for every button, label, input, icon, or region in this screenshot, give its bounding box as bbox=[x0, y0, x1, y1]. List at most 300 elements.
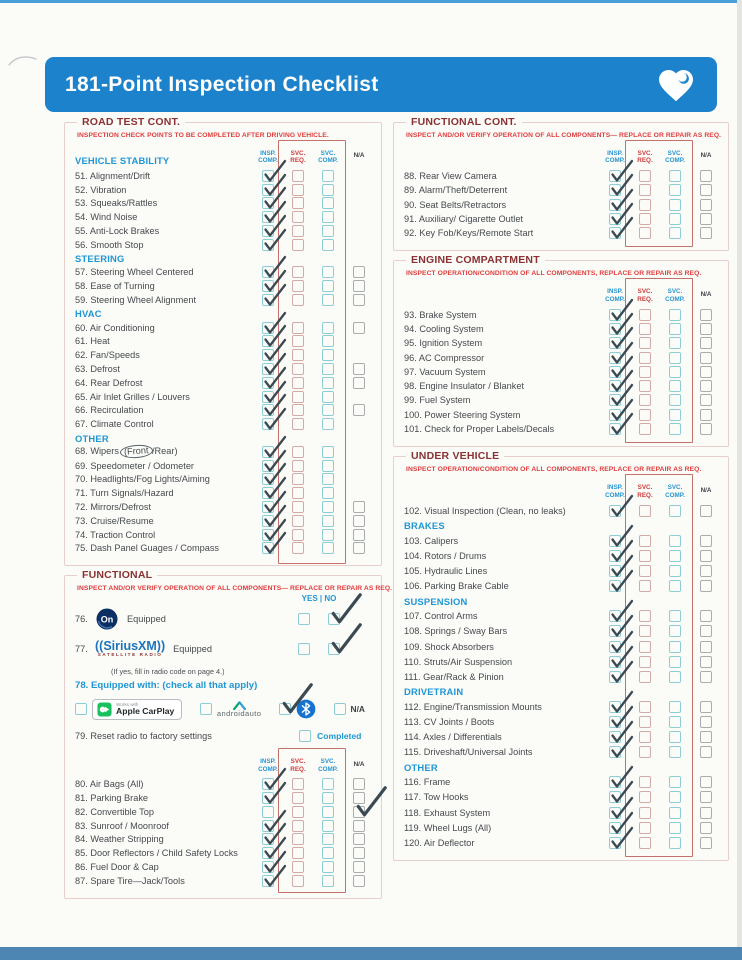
section-instruction: INSPECT AND/OR VERIFY OPERATION OF ALL COMPONENTS— REPLACE OR REPAIR AS REQ. bbox=[77, 585, 393, 593]
item-91-insp-comp-checkbox[interactable] bbox=[609, 213, 621, 225]
item-109-insp-comp-checkbox[interactable] bbox=[609, 641, 621, 653]
item-58-svc-req-checkbox[interactable] bbox=[292, 280, 304, 292]
subsection-other: OTHER bbox=[404, 761, 438, 773]
item-59-svc-comp-checkbox[interactable] bbox=[322, 294, 334, 306]
item-66-svc-comp-checkbox[interactable] bbox=[322, 404, 334, 416]
item-73-insp-comp-checkbox[interactable] bbox=[262, 515, 274, 527]
item-120-insp-comp-checkbox[interactable] bbox=[609, 837, 621, 849]
item-116-na-checkbox[interactable] bbox=[700, 776, 712, 788]
item-70-insp-comp-checkbox[interactable] bbox=[262, 473, 274, 485]
item-113-na-checkbox[interactable] bbox=[700, 716, 712, 728]
item-101-svc-comp-checkbox[interactable] bbox=[669, 423, 681, 435]
item-93-svc-comp-checkbox[interactable] bbox=[669, 309, 681, 321]
item-57-svc-req-checkbox[interactable] bbox=[292, 266, 304, 278]
item-87-svc-req-checkbox[interactable] bbox=[292, 875, 304, 887]
item-84-insp-comp-checkbox[interactable] bbox=[262, 833, 274, 845]
item-86-svc-req-checkbox[interactable] bbox=[292, 861, 304, 873]
item-104-svc-req-checkbox[interactable] bbox=[639, 550, 651, 562]
item-110-insp-comp-checkbox[interactable] bbox=[609, 656, 621, 668]
item-90-svc-req-checkbox[interactable] bbox=[639, 199, 651, 211]
item-107-svc-req-checkbox[interactable] bbox=[639, 610, 651, 622]
item-70-svc-req-checkbox[interactable] bbox=[292, 473, 304, 485]
item-105-label: 105. Hydraulic Lines bbox=[404, 566, 488, 577]
section-title: FUNCTIONAL bbox=[77, 569, 157, 581]
item-72-svc-comp-checkbox[interactable] bbox=[322, 501, 334, 513]
item-51-svc-comp-checkbox[interactable] bbox=[322, 170, 334, 182]
item-106-na-checkbox[interactable] bbox=[700, 580, 712, 592]
column-headers-row bbox=[404, 141, 722, 166]
item-71-svc-comp-checkbox[interactable] bbox=[322, 487, 334, 499]
item-60-na-checkbox[interactable] bbox=[353, 322, 365, 334]
item-85-insp-comp-checkbox[interactable] bbox=[262, 847, 274, 859]
item-53-svc-req-checkbox[interactable] bbox=[292, 197, 304, 209]
item-82-insp-comp-checkbox[interactable] bbox=[262, 806, 274, 818]
item-117-svc-comp-checkbox[interactable] bbox=[669, 791, 681, 803]
item-90-na-checkbox[interactable] bbox=[700, 199, 712, 211]
item-91-svc-req-checkbox[interactable] bbox=[639, 213, 651, 225]
item-94-insp-comp-checkbox[interactable] bbox=[609, 323, 621, 335]
item-97-svc-comp-checkbox[interactable] bbox=[669, 366, 681, 378]
item-80-svc-req-checkbox[interactable] bbox=[292, 778, 304, 790]
item-64-label: 64. Rear Defrost bbox=[75, 377, 143, 388]
item-118-svc-req-checkbox[interactable] bbox=[639, 807, 651, 819]
item-88-na-checkbox[interactable] bbox=[700, 170, 712, 182]
item-75-na-checkbox[interactable] bbox=[353, 542, 365, 554]
item-113-insp-comp-checkbox[interactable] bbox=[609, 716, 621, 728]
checklist-row-69 bbox=[75, 459, 375, 473]
item-73-svc-comp-checkbox[interactable] bbox=[322, 515, 334, 527]
item-91-na-checkbox[interactable] bbox=[700, 213, 712, 225]
item-95-insp-comp-checkbox[interactable] bbox=[609, 337, 621, 349]
item-84-svc-comp-checkbox[interactable] bbox=[322, 833, 334, 845]
item-97-svc-req-checkbox[interactable] bbox=[639, 366, 651, 378]
item-74-na-checkbox[interactable] bbox=[353, 529, 365, 541]
item-120-svc-comp-checkbox[interactable] bbox=[669, 837, 681, 849]
item-108-svc-req-checkbox[interactable] bbox=[639, 625, 651, 637]
item-68-svc-req-checkbox[interactable] bbox=[292, 446, 304, 458]
item-53-svc-comp-checkbox[interactable] bbox=[322, 197, 334, 209]
item-96-svc-comp-checkbox[interactable] bbox=[669, 352, 681, 364]
item-103-svc-comp-checkbox[interactable] bbox=[669, 535, 681, 547]
item-95-svc-req-checkbox[interactable] bbox=[639, 337, 651, 349]
subsection-row-suspension bbox=[404, 594, 722, 609]
item-87-na-checkbox[interactable] bbox=[353, 875, 365, 887]
item-52-svc-comp-checkbox[interactable] bbox=[322, 184, 334, 196]
checklist-row-83 bbox=[75, 819, 375, 833]
item-64-svc-comp-checkbox[interactable] bbox=[322, 377, 334, 389]
item-97-insp-comp-checkbox[interactable] bbox=[609, 366, 621, 378]
item-112-label: 112. Engine/Transmission Mounts bbox=[404, 701, 542, 712]
item-107-insp-comp-checkbox[interactable] bbox=[609, 610, 621, 622]
item-97-na-checkbox[interactable] bbox=[700, 366, 712, 378]
item-76-no-checkbox[interactable] bbox=[328, 613, 340, 625]
item-114-na-checkbox[interactable] bbox=[700, 731, 712, 743]
item-110-na-checkbox[interactable] bbox=[700, 656, 712, 668]
item-104-svc-comp-checkbox[interactable] bbox=[669, 550, 681, 562]
item-114-svc-req-checkbox[interactable] bbox=[639, 731, 651, 743]
item-72-svc-req-checkbox[interactable] bbox=[292, 501, 304, 513]
item-56-svc-req-checkbox[interactable] bbox=[292, 239, 304, 251]
item-114-svc-comp-checkbox[interactable] bbox=[669, 731, 681, 743]
right-column bbox=[393, 116, 729, 870]
item-98-svc-comp-checkbox[interactable] bbox=[669, 380, 681, 392]
item-57-svc-comp-checkbox[interactable] bbox=[322, 266, 334, 278]
item-74-svc-req-checkbox[interactable] bbox=[292, 529, 304, 541]
item-96-insp-comp-checkbox[interactable] bbox=[609, 352, 621, 364]
item-86-insp-comp-checkbox[interactable] bbox=[262, 861, 274, 873]
item-76-number: 76. bbox=[75, 613, 88, 624]
item-120-svc-req-checkbox[interactable] bbox=[639, 837, 651, 849]
item-120-label: 120. Air Deflector bbox=[404, 837, 475, 848]
item-108-svc-comp-checkbox[interactable] bbox=[669, 625, 681, 637]
item-81-svc-comp-checkbox[interactable] bbox=[322, 792, 334, 804]
column-header-svc-req: SVC. REQ. bbox=[290, 758, 306, 773]
item-82-svc-req-checkbox[interactable] bbox=[292, 806, 304, 818]
item-85-svc-comp-checkbox[interactable] bbox=[322, 847, 334, 859]
item-72-insp-comp-checkbox[interactable] bbox=[262, 501, 274, 513]
item-69-insp-comp-checkbox[interactable] bbox=[262, 460, 274, 472]
item-90-svc-comp-checkbox[interactable] bbox=[669, 199, 681, 211]
item-67-svc-comp-checkbox[interactable] bbox=[322, 418, 334, 430]
item-69-svc-comp-checkbox[interactable] bbox=[322, 460, 334, 472]
item-52-insp-comp-checkbox[interactable] bbox=[262, 184, 274, 196]
item-57-na-checkbox[interactable] bbox=[353, 266, 365, 278]
item-107-svc-comp-checkbox[interactable] bbox=[669, 610, 681, 622]
item-94-na-checkbox[interactable] bbox=[700, 323, 712, 335]
bluetooth-checkbox[interactable] bbox=[279, 703, 291, 715]
item-56-insp-comp-checkbox[interactable] bbox=[262, 239, 274, 251]
item-117-na-checkbox[interactable] bbox=[700, 791, 712, 803]
item-92-svc-comp-checkbox[interactable] bbox=[669, 227, 681, 239]
item-94-svc-comp-checkbox[interactable] bbox=[669, 323, 681, 335]
item-106-svc-comp-checkbox[interactable] bbox=[669, 580, 681, 592]
item-69-svc-req-checkbox[interactable] bbox=[292, 460, 304, 472]
item-115-svc-comp-checkbox[interactable] bbox=[669, 746, 681, 758]
item-92-na-checkbox[interactable] bbox=[700, 227, 712, 239]
item-93-label: 93. Brake System bbox=[404, 309, 477, 320]
item-104-na-checkbox[interactable] bbox=[700, 550, 712, 562]
item-100-svc-comp-checkbox[interactable] bbox=[669, 409, 681, 421]
item-82-label: 82. Convertible Top bbox=[75, 806, 154, 817]
checklist-row-112 bbox=[404, 699, 722, 714]
item-105-svc-req-checkbox[interactable] bbox=[639, 565, 651, 577]
item-70-svc-comp-checkbox[interactable] bbox=[322, 473, 334, 485]
item-68-insp-comp-checkbox[interactable] bbox=[262, 446, 274, 458]
item-85-svc-req-checkbox[interactable] bbox=[292, 847, 304, 859]
item-54-label: 54. Wind Noise bbox=[75, 212, 138, 223]
item-99-na-checkbox[interactable] bbox=[700, 394, 712, 406]
item-109-svc-comp-checkbox[interactable] bbox=[669, 641, 681, 653]
item-65-svc-comp-checkbox[interactable] bbox=[322, 391, 334, 403]
item-74-insp-comp-checkbox[interactable] bbox=[262, 529, 274, 541]
item-88-insp-comp-checkbox[interactable] bbox=[609, 170, 621, 182]
item-120-na-checkbox[interactable] bbox=[700, 837, 712, 849]
item-52-svc-req-checkbox[interactable] bbox=[292, 184, 304, 196]
item-60-insp-comp-checkbox[interactable] bbox=[262, 322, 274, 334]
na-checkbox[interactable] bbox=[334, 703, 346, 715]
item-80-svc-comp-checkbox[interactable] bbox=[322, 778, 334, 790]
item-107-na-checkbox[interactable] bbox=[700, 610, 712, 622]
column-header-insp-comp: INSP. COMP. bbox=[605, 484, 625, 499]
item-91-svc-comp-checkbox[interactable] bbox=[669, 213, 681, 225]
item-100-na-checkbox[interactable] bbox=[700, 409, 712, 421]
item-63-insp-comp-checkbox[interactable] bbox=[262, 363, 274, 375]
item-80-insp-comp-checkbox[interactable] bbox=[262, 778, 274, 790]
item-103-na-checkbox[interactable] bbox=[700, 535, 712, 547]
item-55-svc-req-checkbox[interactable] bbox=[292, 225, 304, 237]
item-101-svc-req-checkbox[interactable] bbox=[639, 423, 651, 435]
item-93-insp-comp-checkbox[interactable] bbox=[609, 309, 621, 321]
item-118-na-checkbox[interactable] bbox=[700, 807, 712, 819]
item-71-svc-req-checkbox[interactable] bbox=[292, 487, 304, 499]
checklist-row-65 bbox=[75, 390, 375, 404]
item-55-svc-comp-checkbox[interactable] bbox=[322, 225, 334, 237]
item-62-label: 62. Fan/Speeds bbox=[75, 350, 140, 361]
item-110-svc-req-checkbox[interactable] bbox=[639, 656, 651, 668]
item-83-insp-comp-checkbox[interactable] bbox=[262, 820, 274, 832]
item-75-svc-comp-checkbox[interactable] bbox=[322, 542, 334, 554]
item-113-svc-req-checkbox[interactable] bbox=[639, 716, 651, 728]
item-112-na-checkbox[interactable] bbox=[700, 701, 712, 713]
item-61-svc-comp-checkbox[interactable] bbox=[322, 335, 334, 347]
item-92-insp-comp-checkbox[interactable] bbox=[609, 227, 621, 239]
item-54-insp-comp-checkbox[interactable] bbox=[262, 211, 274, 223]
column-headers-row bbox=[75, 141, 375, 166]
item-103-svc-req-checkbox[interactable] bbox=[639, 535, 651, 547]
item-62-svc-comp-checkbox[interactable] bbox=[322, 349, 334, 361]
item-104-label: 104. Rotors / Drums bbox=[404, 550, 487, 561]
checklist-row-119 bbox=[404, 820, 722, 835]
item-109-svc-req-checkbox[interactable] bbox=[639, 641, 651, 653]
item-118-svc-comp-checkbox[interactable] bbox=[669, 807, 681, 819]
item-99-insp-comp-checkbox[interactable] bbox=[609, 394, 621, 406]
item-99-svc-req-checkbox[interactable] bbox=[639, 394, 651, 406]
item-113-svc-comp-checkbox[interactable] bbox=[669, 716, 681, 728]
item-65-svc-req-checkbox[interactable] bbox=[292, 391, 304, 403]
item-82-na-checkbox[interactable] bbox=[353, 806, 365, 818]
item-88-svc-comp-checkbox[interactable] bbox=[669, 170, 681, 182]
item-67-svc-req-checkbox[interactable] bbox=[292, 418, 304, 430]
item-63-svc-req-checkbox[interactable] bbox=[292, 363, 304, 375]
item-116-svc-req-checkbox[interactable] bbox=[639, 776, 651, 788]
item-92-svc-req-checkbox[interactable] bbox=[639, 227, 651, 239]
item-106-insp-comp-checkbox[interactable] bbox=[609, 580, 621, 592]
item-119-svc-comp-checkbox[interactable] bbox=[669, 822, 681, 834]
item-51-svc-req-checkbox[interactable] bbox=[292, 170, 304, 182]
item-98-svc-req-checkbox[interactable] bbox=[639, 380, 651, 392]
item-110-svc-comp-checkbox[interactable] bbox=[669, 656, 681, 668]
item-65-insp-comp-checkbox[interactable] bbox=[262, 391, 274, 403]
apple-carplay-checkbox[interactable] bbox=[75, 703, 87, 715]
item-80-na-checkbox[interactable] bbox=[353, 778, 365, 790]
item-105-na-checkbox[interactable] bbox=[700, 565, 712, 577]
item-58-svc-comp-checkbox[interactable] bbox=[322, 280, 334, 292]
section-title: ROAD TEST CONT. bbox=[77, 116, 185, 128]
item-87-insp-comp-checkbox[interactable] bbox=[262, 875, 274, 887]
item-100-svc-req-checkbox[interactable] bbox=[639, 409, 651, 421]
item-79-completed-checkbox[interactable] bbox=[299, 730, 311, 742]
checklist-row-93 bbox=[404, 307, 722, 321]
item-61-svc-req-checkbox[interactable] bbox=[292, 335, 304, 347]
item-66-insp-comp-checkbox[interactable] bbox=[262, 404, 274, 416]
item-58-na-checkbox[interactable] bbox=[353, 280, 365, 292]
item-58-insp-comp-checkbox[interactable] bbox=[262, 280, 274, 292]
item-119-svc-req-checkbox[interactable] bbox=[639, 822, 651, 834]
item-81-na-checkbox[interactable] bbox=[353, 792, 365, 804]
item-101-na-checkbox[interactable] bbox=[700, 423, 712, 435]
item-55-insp-comp-checkbox[interactable] bbox=[262, 225, 274, 237]
section-functional-cont bbox=[393, 116, 729, 251]
item-84-svc-req-checkbox[interactable] bbox=[292, 833, 304, 845]
item-76-yes-checkbox[interactable] bbox=[298, 613, 310, 625]
checklist-row-107 bbox=[404, 609, 722, 624]
item-89-insp-comp-checkbox[interactable] bbox=[609, 184, 621, 196]
item-116-insp-comp-checkbox[interactable] bbox=[609, 776, 621, 788]
item-87-svc-comp-checkbox[interactable] bbox=[322, 875, 334, 887]
item-89-svc-req-checkbox[interactable] bbox=[639, 184, 651, 196]
item-112-svc-req-checkbox[interactable] bbox=[639, 701, 651, 713]
item-102-svc-req-checkbox[interactable] bbox=[639, 505, 651, 517]
item-59-svc-req-checkbox[interactable] bbox=[292, 294, 304, 306]
completed-label: Completed bbox=[317, 731, 362, 742]
item-116-svc-comp-checkbox[interactable] bbox=[669, 776, 681, 788]
item-51-insp-comp-checkbox[interactable] bbox=[262, 170, 274, 182]
android-auto-logo: androidauto bbox=[217, 701, 262, 718]
item-54-svc-comp-checkbox[interactable] bbox=[322, 211, 334, 223]
item-86-na-checkbox[interactable] bbox=[353, 861, 365, 873]
item-108-na-checkbox[interactable] bbox=[700, 625, 712, 637]
item-60-svc-req-checkbox[interactable] bbox=[292, 322, 304, 334]
item-63-svc-comp-checkbox[interactable] bbox=[322, 363, 334, 375]
item-85-na-checkbox[interactable] bbox=[353, 847, 365, 859]
item-112-svc-comp-checkbox[interactable] bbox=[669, 701, 681, 713]
item-66-svc-req-checkbox[interactable] bbox=[292, 404, 304, 416]
item-115-na-checkbox[interactable] bbox=[700, 746, 712, 758]
item-112-insp-comp-checkbox[interactable] bbox=[609, 701, 621, 713]
item-63-na-checkbox[interactable] bbox=[353, 363, 365, 375]
item-106-svc-req-checkbox[interactable] bbox=[639, 580, 651, 592]
item-119-na-checkbox[interactable] bbox=[700, 822, 712, 834]
item-102-insp-comp-checkbox[interactable] bbox=[609, 505, 621, 517]
item-89-svc-comp-checkbox[interactable] bbox=[669, 184, 681, 196]
item-86-svc-comp-checkbox[interactable] bbox=[322, 861, 334, 873]
item-75-insp-comp-checkbox[interactable] bbox=[262, 542, 274, 554]
item-67-insp-comp-checkbox[interactable] bbox=[262, 418, 274, 430]
item-56-svc-comp-checkbox[interactable] bbox=[322, 239, 334, 251]
item-68-svc-comp-checkbox[interactable] bbox=[322, 446, 334, 458]
road-test-table bbox=[75, 141, 375, 555]
item-81-insp-comp-checkbox[interactable] bbox=[262, 792, 274, 804]
item-114-insp-comp-checkbox[interactable] bbox=[609, 731, 621, 743]
item-95-svc-comp-checkbox[interactable] bbox=[669, 337, 681, 349]
item-61-insp-comp-checkbox[interactable] bbox=[262, 335, 274, 347]
heart-logo bbox=[655, 65, 697, 105]
item-111-na-checkbox[interactable] bbox=[700, 671, 712, 683]
item-54-svc-req-checkbox[interactable] bbox=[292, 211, 304, 223]
item-66-na-checkbox[interactable] bbox=[353, 404, 365, 416]
item-64-na-checkbox[interactable] bbox=[353, 377, 365, 389]
item-102-na-checkbox[interactable] bbox=[700, 505, 712, 517]
item-89-na-checkbox[interactable] bbox=[700, 184, 712, 196]
item-119-insp-comp-checkbox[interactable] bbox=[609, 822, 621, 834]
item-59-insp-comp-checkbox[interactable] bbox=[262, 294, 274, 306]
item-109-na-checkbox[interactable] bbox=[700, 641, 712, 653]
item-96-na-checkbox[interactable] bbox=[700, 352, 712, 364]
item-73-na-checkbox[interactable] bbox=[353, 515, 365, 527]
item-118-insp-comp-checkbox[interactable] bbox=[609, 807, 621, 819]
item-75-svc-req-checkbox[interactable] bbox=[292, 542, 304, 554]
item-115-svc-req-checkbox[interactable] bbox=[639, 746, 651, 758]
item-59-na-checkbox[interactable] bbox=[353, 294, 365, 306]
item-64-svc-req-checkbox[interactable] bbox=[292, 377, 304, 389]
item-111-svc-comp-checkbox[interactable] bbox=[669, 671, 681, 683]
checklist-row-52 bbox=[75, 183, 375, 197]
item-73-svc-req-checkbox[interactable] bbox=[292, 515, 304, 527]
item-117-insp-comp-checkbox[interactable] bbox=[609, 791, 621, 803]
item-115-insp-comp-checkbox[interactable] bbox=[609, 746, 621, 758]
item-106-label: 106. Parking Brake Cable bbox=[404, 581, 509, 592]
item-117-svc-req-checkbox[interactable] bbox=[639, 791, 651, 803]
item-77-yes-checkbox[interactable] bbox=[298, 643, 310, 655]
item-94-svc-req-checkbox[interactable] bbox=[639, 323, 651, 335]
item-105-insp-comp-checkbox[interactable] bbox=[609, 565, 621, 577]
item-64-insp-comp-checkbox[interactable] bbox=[262, 377, 274, 389]
siriusxm-tagline: SATELLITE RADIO bbox=[97, 652, 163, 658]
item-71-insp-comp-checkbox[interactable] bbox=[262, 487, 274, 499]
item-101-insp-comp-checkbox[interactable] bbox=[609, 423, 621, 435]
item-81-svc-req-checkbox[interactable] bbox=[292, 792, 304, 804]
item-103-insp-comp-checkbox[interactable] bbox=[609, 535, 621, 547]
item-53-insp-comp-checkbox[interactable] bbox=[262, 197, 274, 209]
item-74-svc-comp-checkbox[interactable] bbox=[322, 529, 334, 541]
item-62-svc-req-checkbox[interactable] bbox=[292, 349, 304, 361]
item-93-svc-req-checkbox[interactable] bbox=[639, 309, 651, 321]
item-83-svc-req-checkbox[interactable] bbox=[292, 820, 304, 832]
item-72-na-checkbox[interactable] bbox=[353, 501, 365, 513]
item-88-svc-req-checkbox[interactable] bbox=[639, 170, 651, 182]
android-auto-checkbox[interactable] bbox=[200, 703, 212, 715]
item-60-svc-comp-checkbox[interactable] bbox=[322, 322, 334, 334]
item-98-na-checkbox[interactable] bbox=[700, 380, 712, 392]
item-109-label: 109. Shock Absorbers bbox=[404, 641, 494, 652]
item-82-svc-comp-checkbox[interactable] bbox=[322, 806, 334, 818]
item-57-insp-comp-checkbox[interactable] bbox=[262, 266, 274, 278]
item-111-insp-comp-checkbox[interactable] bbox=[609, 671, 621, 683]
item-96-svc-req-checkbox[interactable] bbox=[639, 352, 651, 364]
subsection-suspension: SUSPENSION bbox=[404, 595, 468, 607]
item-99-label: 99. Fuel System bbox=[404, 395, 471, 406]
item-83-svc-comp-checkbox[interactable] bbox=[322, 820, 334, 832]
item-111-svc-req-checkbox[interactable] bbox=[639, 671, 651, 683]
item-108-insp-comp-checkbox[interactable] bbox=[609, 625, 621, 637]
item-84-na-checkbox[interactable] bbox=[353, 833, 365, 845]
item-102-svc-comp-checkbox[interactable] bbox=[669, 505, 681, 517]
item-100-insp-comp-checkbox[interactable] bbox=[609, 409, 621, 421]
item-99-svc-comp-checkbox[interactable] bbox=[669, 394, 681, 406]
item-95-na-checkbox[interactable] bbox=[700, 337, 712, 349]
item-90-insp-comp-checkbox[interactable] bbox=[609, 199, 621, 211]
checklist-row-62 bbox=[75, 348, 375, 362]
item-93-na-checkbox[interactable] bbox=[700, 309, 712, 321]
item-62-insp-comp-checkbox[interactable] bbox=[262, 349, 274, 361]
item-105-svc-comp-checkbox[interactable] bbox=[669, 565, 681, 577]
checklist-row-63 bbox=[75, 362, 375, 376]
item-104-insp-comp-checkbox[interactable] bbox=[609, 550, 621, 562]
item-77-no-checkbox[interactable] bbox=[328, 643, 340, 655]
item-83-na-checkbox[interactable] bbox=[353, 820, 365, 832]
item-98-insp-comp-checkbox[interactable] bbox=[609, 380, 621, 392]
item-76-label: Equipped bbox=[127, 613, 166, 624]
